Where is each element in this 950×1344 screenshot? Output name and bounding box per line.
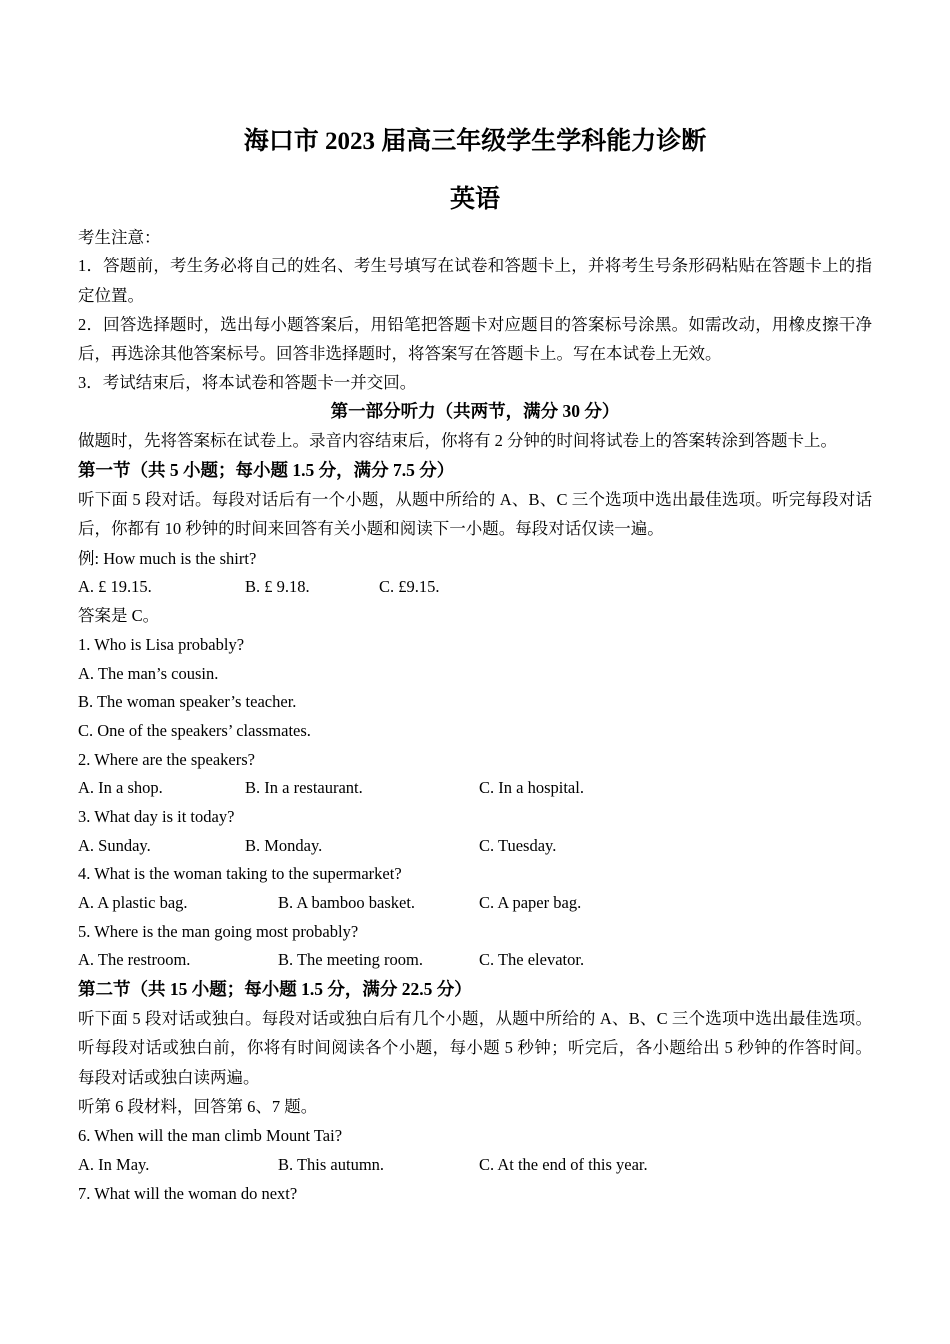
option-c: C. In a hospital. — [479, 778, 584, 797]
option-c: C. The elevator. — [479, 950, 585, 969]
section2-intro-end: 每段对话或独白读两遍。 — [78, 1068, 260, 1087]
section2-intro: 听下面 5 段对话或独白。每段对话或独白后有几个小题，从题中所给的 A、B、C 三个选项中选出最佳选项。 — [78, 1009, 872, 1028]
option-b: B. £ 9.18. — [245, 577, 310, 596]
option-a: A. The restroom. — [78, 950, 191, 969]
material-6-heading: 听第 6 段材料，回答第 6、7 题。 — [78, 1097, 318, 1116]
notice-item-1: 1．答题前，考生务必将自己的姓名、考生号填写在试卷和答题卡上，并将考生号条形码粘贴在答题卡上的指 — [78, 256, 872, 275]
example-question: 例: How much is the shirt? — [78, 549, 257, 568]
part1-intro: 做题时，先将答案标在试卷上。录音内容结束后，你将有 2 分钟的时间将试卷上的答案转涂到答题卡上。 — [78, 431, 837, 450]
example-answer: 答案是 C。 — [78, 606, 160, 625]
question-1-option-a: A. The man’s cousin. — [78, 664, 219, 683]
question-5: 5. Where is the man going most probably? — [78, 922, 359, 941]
option-a: A. £ 19.15. — [78, 577, 152, 596]
option-b: B. In a restaurant. — [245, 778, 363, 797]
question-4: 4. What is the woman taking to the supermarket? — [78, 864, 402, 883]
question-6-options — [78, 1155, 872, 1175]
option-a: A. Sunday. — [78, 836, 151, 855]
option-c: C. Tuesday. — [479, 836, 557, 855]
question-1: 1. Who is Lisa probably? — [78, 635, 245, 654]
part1-heading: 第一部分听力（共两节，满分 30 分） — [330, 401, 620, 421]
option-c: C. At the end of this year. — [479, 1155, 648, 1174]
question-2-options — [78, 778, 872, 798]
question-4-options — [78, 893, 872, 913]
option-a: A. A plastic bag. — [78, 893, 188, 912]
question-3-options — [78, 836, 872, 856]
exam-title: 海口市 2023 届高三年级学生学科能力诊断 — [243, 128, 707, 155]
question-7: 7. What will the woman do next? — [78, 1184, 298, 1203]
section1-intro: 听下面 5 段对话。每段对话后有一个小题，从题中所给的 A、B、C 三个选项中选出最佳选项。听完每段对话 — [78, 490, 872, 509]
option-c: C. A paper bag. — [479, 893, 582, 912]
notice-item-2: 2．回答选择题时，选出每小题答案后，用铅笔把答题卡对应题目的答案标号涂黑。如需改动，用橡皮擦干净 — [78, 315, 872, 334]
notice-item-1-cont: 定位置。 — [78, 286, 144, 305]
question-2: 2. Where are the speakers? — [78, 750, 255, 769]
option-c: C. £9.15. — [379, 577, 440, 596]
example-options — [78, 577, 872, 597]
option-b: B. The meeting room. — [278, 950, 423, 969]
section1-intro-cont: 后，你都有 10 秒钟的时间来回答有关小题和阅读下一小题。每段对话仅读一遍。 — [78, 519, 664, 538]
section2-heading: 第二节（共 15 小题；每小题 1.5 分，满分 22.5 分） — [78, 979, 472, 999]
option-a: A. In May. — [78, 1155, 150, 1174]
section1-heading: 第一节（共 5 小题；每小题 1.5 分，满分 7.5 分） — [78, 460, 455, 480]
notice-heading: 考生注意： — [78, 228, 161, 247]
question-5-options — [78, 950, 872, 970]
question-1-option-c: C. One of the speakers’ classmates. — [78, 721, 311, 740]
option-a: A. In a shop. — [78, 778, 163, 797]
option-b: B. A bamboo basket. — [278, 893, 416, 912]
question-3: 3. What day is it today? — [78, 807, 235, 826]
section2-intro-cont: 听每段对话或独白前，你将有时间阅读各个小题，每小题 5 秒钟；听完后，各小题给出 5 秒钟的作答时间。 — [78, 1038, 872, 1057]
option-b: B. This autumn. — [278, 1155, 385, 1174]
subject-title: 英语 — [449, 186, 500, 213]
question-6: 6. When will the man climb Mount Tai? — [78, 1126, 343, 1145]
question-1-option-b: B. The woman speaker’s teacher. — [78, 692, 297, 711]
option-b: B. Monday. — [245, 836, 323, 855]
notice-item-2-cont: 后，再选涂其他答案标号。回答非选择题时，将答案写在答题卡上。写在本试卷上无效。 — [78, 344, 722, 363]
notice-item-3: 3．考试结束后，将本试卷和答题卡一并交回。 — [78, 373, 417, 392]
